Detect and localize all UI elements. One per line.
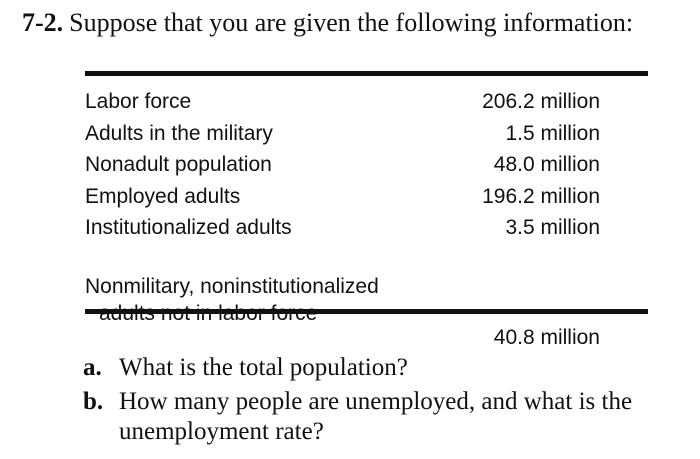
table-bottom-rule bbox=[85, 309, 648, 314]
row-label: Employed adults bbox=[85, 184, 241, 208]
question-text: How many people are unemployed, and what is the unemployment rate? bbox=[119, 388, 633, 445]
row-value: 48.0 million bbox=[493, 153, 600, 176]
row-value: 206.2 million bbox=[482, 90, 600, 113]
problem-heading bbox=[22, 6, 633, 40]
row-label-line: Nonmilitary, noninstitutionalized bbox=[85, 274, 379, 298]
table-row bbox=[85, 149, 600, 181]
table-row bbox=[85, 246, 600, 354]
problem-prompt: Suppose that you are given the following information: bbox=[69, 8, 634, 37]
row-label: Institutionalized adults bbox=[85, 216, 292, 239]
row-label: Labor force bbox=[85, 90, 192, 113]
question-item bbox=[83, 387, 683, 447]
question-letter: b. bbox=[83, 388, 104, 415]
row-value: 40.8 million bbox=[493, 326, 600, 349]
table-top-rule bbox=[85, 71, 648, 76]
row-value: 1.5 million bbox=[505, 121, 600, 145]
table-row bbox=[85, 181, 600, 213]
question-letter: a. bbox=[83, 354, 102, 381]
table-row bbox=[85, 86, 600, 118]
row-value: 196.2 million bbox=[482, 184, 600, 208]
question-item bbox=[83, 353, 683, 383]
question-list bbox=[83, 353, 683, 451]
row-value: 3.5 million bbox=[505, 216, 600, 239]
question-text: What is the total population? bbox=[119, 354, 408, 381]
row-label: Adults in the military bbox=[85, 121, 273, 145]
problem-number: 7-2. bbox=[22, 8, 64, 37]
table-row bbox=[85, 212, 600, 244]
table-row bbox=[85, 118, 600, 150]
row-label bbox=[85, 246, 379, 354]
row-label: Nonadult population bbox=[85, 153, 272, 176]
